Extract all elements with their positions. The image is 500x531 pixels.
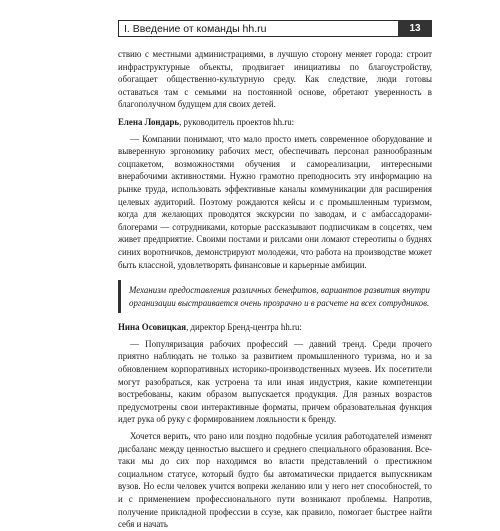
speaker-role: , директор Бренд-центра hh.ru:	[186, 322, 302, 333]
paragraph: Хочется верить, что рано или поздно подобные усилия работодателей изменят дисбаланс между ценностью высшего и среднего специального образования. Все-таки мы до сих пор находимся во власти представлений о престижном социальном статусе, который будто бы автоматически придается выпускникам вузов. Но если человек учится вопреки желанию или у него нет способностей, то и с применением профессионального пути возникают проблемы. Напротив, получение прикладной профессии в ссузе, как правило, помогает быстрее найти себя и начать	[118, 431, 432, 530]
quote-paragraph: — Компании понимают, что мало просто иметь современное оборудование и выверенную эргономику рабочих мест, обеспечивать персонал разнообразным соцпакетом, возможностями обучения и самореализации, интересными внерабочими активностями. Нужно грамотно преподносить эту информацию на рынке труда, использовать эффективные каналы коммуникации для расширения целевых аудиторий. Поэтому рождаются кейсы и с промышленным туризмом, когда для желающих проводятся экскурсии по заводам, и с амбассадорами-блогерами — сотрудниками, которые рассказывают подписчикам в соцсетях, чем живет предприятие. Своими постами и рилсами они ломают стереотипы о буднях синих воротничков, демонстрируют молодежи, что работа на производстве может быть классной, удовлетворять финансовые и карьерные амбиции.	[118, 133, 432, 270]
page-number: 13	[398, 20, 432, 37]
running-head	[118, 20, 398, 37]
callout-quote: Механизм предоставления различных бенефитов, вариантов развития внутри организации выстраивается очень прозрачно и в расчете на всех сотрудников.	[118, 280, 432, 313]
speaker-name: Нина Осовицкая	[118, 322, 187, 333]
speaker-line	[118, 321, 432, 334]
quote-paragraph: — Популяризация рабочих профессий — давний тренд. Среди прочего приятно наблюдать не только за развитием промышленного туризма, но и за обновлением корпоративных историко-производственных музеев. Их посетители могут разобраться, как устроена та или иная индустрия, какие компетенции востребованы, каким образом выпускается продукция. Для разных возрастов предусмотрены свои интерактивные форматы, причем образовательная функция идет рука об руку с формированием лояльности к бренду.	[118, 338, 432, 425]
speaker-line	[118, 116, 432, 129]
speaker-role: , руководитель проектов hh.ru:	[179, 116, 295, 127]
chapter-title: I. Введение от команды hh.ru	[124, 23, 267, 35]
body-text	[118, 48, 432, 531]
paragraph: ствию с местными администрациями, в лучшую сторону меняет города: строит инфраструктурные объекты, продвигает инициативы по благоустройству, обогащает общественно-культурную среду. Как следствие, люди готовы оставаться там с семьями на постоянной основе, обретают уверенность в благополучном будущем для своих детей.	[118, 49, 432, 110]
speaker-name: Елена Лондарь	[118, 116, 180, 127]
